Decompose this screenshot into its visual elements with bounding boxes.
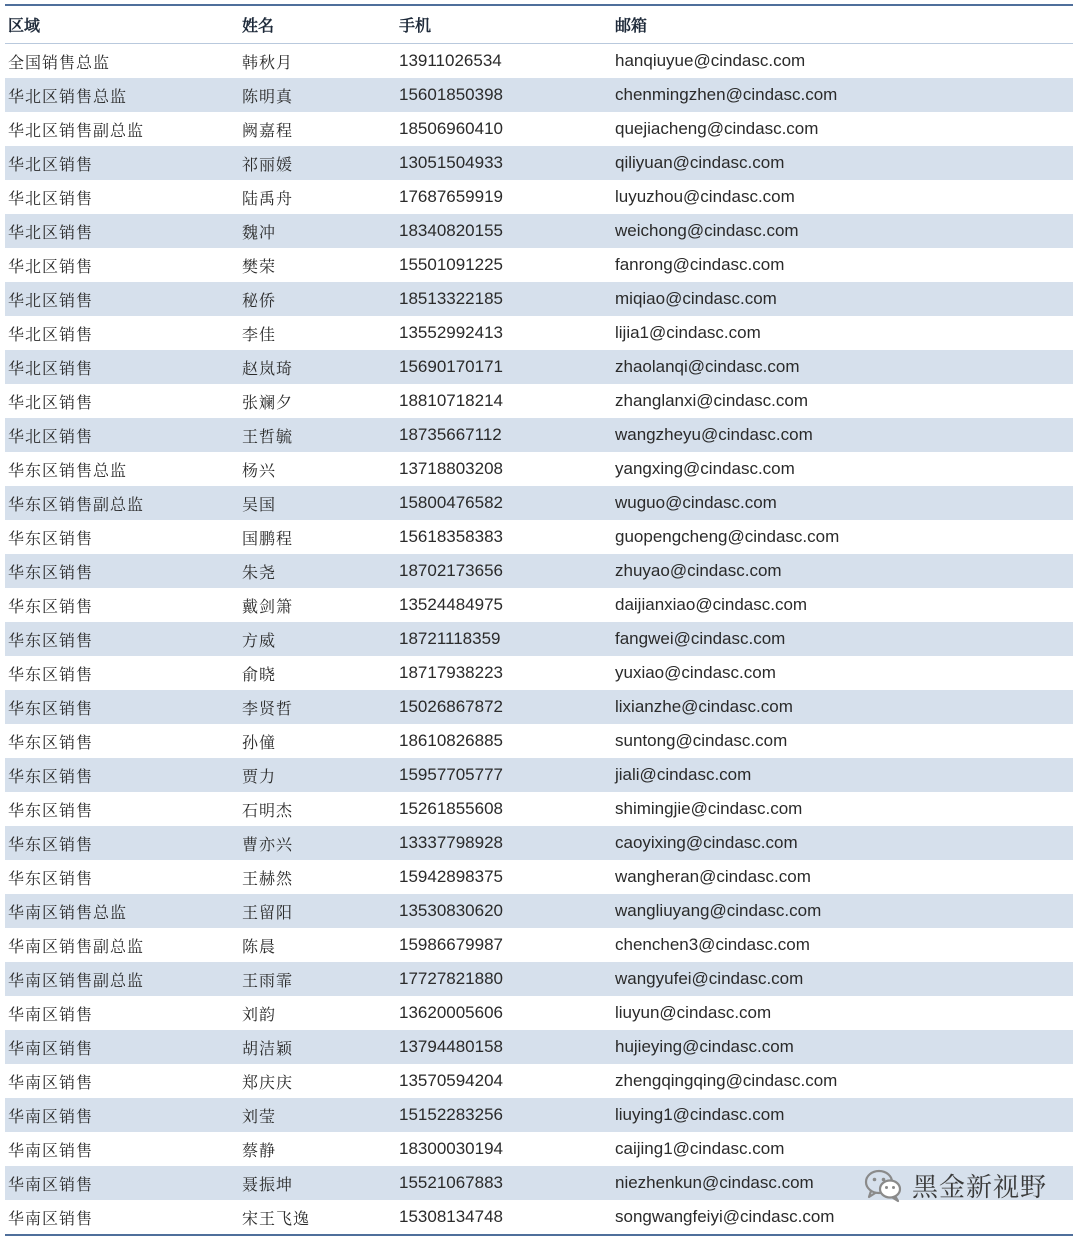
cell-phone: 13718803208 (399, 459, 504, 478)
cell-name: 聂振坤 (242, 1174, 294, 1194)
cell-email: lijia1@cindasc.com (615, 323, 761, 342)
cell-email: daijianxiao@cindasc.com (615, 595, 808, 614)
cell-phone: 15618358383 (399, 527, 504, 546)
cell-region: 华北区销售副总监 (8, 120, 145, 140)
table-row (5, 486, 1073, 520)
table-row (5, 316, 1073, 350)
cell-phone: 15601850398 (399, 85, 504, 104)
table-row (5, 452, 1073, 486)
cell-name: 祁丽媛 (242, 154, 294, 174)
contact-table (5, 4, 1073, 1236)
cell-name: 陈晨 (242, 936, 277, 956)
cell-email: hujieying@cindasc.com (615, 1037, 794, 1056)
cell-region: 华南区销售 (8, 1072, 94, 1092)
cell-region: 华东区销售 (8, 596, 94, 616)
cell-region: 全国销售总监 (8, 52, 111, 72)
cell-phone: 17727821880 (399, 969, 504, 988)
cell-email: lixianzhe@cindasc.com (615, 697, 793, 716)
cell-region: 华北区销售 (8, 154, 94, 174)
cell-region: 华东区销售 (8, 834, 94, 854)
cell-email: wuguo@cindasc.com (615, 493, 777, 512)
cell-email: caijing1@cindasc.com (615, 1139, 785, 1158)
cell-email: zhuyao@cindasc.com (615, 561, 782, 580)
cell-name: 戴剑箫 (242, 596, 294, 616)
cell-region: 华北区销售 (8, 222, 94, 242)
cell-phone: 18721118359 (399, 629, 501, 648)
cell-phone: 13524484975 (399, 595, 504, 614)
cell-name: 吴国 (242, 494, 277, 514)
cell-email: yuxiao@cindasc.com (615, 663, 776, 682)
cell-phone: 17687659919 (399, 187, 504, 206)
table-row (5, 792, 1073, 826)
cell-phone: 18513322185 (399, 289, 504, 308)
cell-region: 华北区销售 (8, 188, 94, 208)
cell-name: 刘莹 (242, 1106, 277, 1126)
cell-name: 孙僮 (242, 732, 277, 752)
cell-email: suntong@cindasc.com (615, 731, 788, 750)
cell-name: 阙嘉程 (242, 120, 294, 140)
cell-region: 华东区销售 (8, 732, 94, 752)
cell-region: 华北区销售 (8, 290, 94, 310)
cell-name: 王赫然 (242, 868, 294, 888)
cell-region: 华北区销售总监 (8, 86, 128, 106)
cell-phone: 15986679987 (399, 935, 504, 954)
cell-phone: 13570594204 (399, 1071, 504, 1090)
cell-name: 俞晓 (242, 664, 277, 684)
cell-email: wangzheyu@cindasc.com (615, 425, 813, 444)
table-row (5, 622, 1073, 656)
cell-name: 宋王飞逸 (242, 1208, 311, 1228)
table-row (5, 44, 1073, 78)
table-row (5, 690, 1073, 724)
cell-name: 朱尧 (242, 562, 277, 582)
table-row (5, 588, 1073, 622)
table-row (5, 724, 1073, 758)
cell-email: liuying1@cindasc.com (615, 1105, 785, 1124)
cell-phone: 18340820155 (399, 221, 504, 240)
cell-region: 华北区销售 (8, 426, 94, 446)
cell-name: 李贤哲 (242, 698, 294, 718)
cell-name: 胡洁颖 (242, 1038, 294, 1058)
table-row (5, 112, 1073, 146)
cell-email: guopengcheng@cindasc.com (615, 527, 840, 546)
cell-email: niezhenkun@cindasc.com (615, 1173, 814, 1192)
cell-name: 陈明真 (242, 86, 294, 106)
cell-region: 华北区销售 (8, 392, 94, 412)
cell-email: wangheran@cindasc.com (615, 867, 811, 886)
cell-name: 石明杰 (242, 800, 294, 820)
table-row (5, 1064, 1073, 1098)
cell-phone: 13552992413 (399, 323, 504, 342)
cell-phone: 15800476582 (399, 493, 504, 512)
cell-region: 华东区销售 (8, 664, 94, 684)
cell-region: 华东区销售 (8, 698, 94, 718)
cell-name: 方威 (242, 630, 277, 650)
table-row (5, 418, 1073, 452)
watermark (862, 1164, 1047, 1206)
cell-region: 华南区销售 (8, 1140, 94, 1160)
table-row (5, 1030, 1073, 1064)
table-row (5, 1132, 1073, 1166)
cell-phone: 15152283256 (399, 1105, 504, 1124)
table-row (5, 860, 1073, 894)
cell-phone: 13620005606 (399, 1003, 504, 1022)
cell-email: quejiacheng@cindasc.com (615, 119, 819, 138)
cell-name: 魏冲 (242, 222, 277, 242)
table-row (5, 656, 1073, 690)
cell-region: 华南区销售副总监 (8, 970, 145, 990)
table-header-row (5, 6, 1073, 44)
table-row (5, 1098, 1073, 1132)
cell-region: 华南区销售 (8, 1174, 94, 1194)
cell-name: 郑庆庆 (242, 1072, 294, 1092)
cell-name: 杨兴 (242, 460, 277, 480)
cell-email: zhengqingqing@cindasc.com (615, 1071, 838, 1090)
cell-email: fanrong@cindasc.com (615, 255, 785, 274)
cell-email: qiliyuan@cindasc.com (615, 153, 785, 172)
cell-name: 蔡静 (242, 1140, 277, 1160)
cell-phone: 13051504933 (399, 153, 504, 172)
cell-email: caoyixing@cindasc.com (615, 833, 798, 852)
cell-region: 华北区销售 (8, 324, 94, 344)
header-region: 区域 (8, 16, 41, 35)
cell-phone: 18300030194 (399, 1139, 504, 1158)
cell-email: shimingjie@cindasc.com (615, 799, 803, 818)
cell-phone: 15942898375 (399, 867, 504, 886)
table-row (5, 78, 1073, 112)
watermark-text: 黑金新视野 (912, 1172, 1048, 1203)
cell-email: liuyun@cindasc.com (615, 1003, 772, 1022)
cell-region: 华北区销售 (8, 358, 94, 378)
cell-phone: 15501091225 (399, 255, 504, 274)
cell-region: 华北区销售 (8, 256, 94, 276)
cell-name: 王留阳 (242, 902, 294, 922)
cell-email: songwangfeiyi@cindasc.com (615, 1207, 835, 1226)
cell-phone: 18610826885 (399, 731, 504, 750)
table-row (5, 962, 1073, 996)
header-name: 姓名 (242, 16, 275, 35)
cell-phone: 18506960410 (399, 119, 504, 138)
cell-region: 华东区销售 (8, 528, 94, 548)
cell-email: jiali@cindasc.com (615, 765, 752, 784)
cell-email: zhanglanxi@cindasc.com (615, 391, 809, 410)
cell-phone: 13911026534 (399, 51, 502, 70)
cell-phone: 18717938223 (399, 663, 504, 682)
cell-region: 华东区销售 (8, 766, 94, 786)
table-row (5, 996, 1073, 1030)
cell-phone: 13530830620 (399, 901, 504, 920)
cell-name: 张斓夕 (242, 392, 294, 412)
cell-phone: 15957705777 (399, 765, 504, 784)
table-row (5, 520, 1073, 554)
table-row (5, 826, 1073, 860)
cell-region: 华东区销售副总监 (8, 494, 145, 514)
cell-phone: 13337798928 (399, 833, 504, 852)
cell-phone: 15690170171 (399, 357, 504, 376)
cell-name: 赵岚琦 (242, 358, 294, 378)
cell-name: 刘韵 (242, 1004, 277, 1024)
cell-phone: 18810718214 (399, 391, 504, 410)
cell-region: 华南区销售 (8, 1106, 94, 1126)
cell-email: weichong@cindasc.com (615, 221, 799, 240)
cell-email: chenmingzhen@cindasc.com (615, 85, 838, 104)
wechat-icon (862, 1164, 904, 1206)
table-row (5, 350, 1073, 384)
cell-email: hanqiuyue@cindasc.com (615, 51, 806, 70)
cell-phone: 18702173656 (399, 561, 504, 580)
cell-name: 陆禹舟 (242, 188, 294, 208)
cell-region: 华南区销售 (8, 1208, 94, 1228)
cell-region: 华南区销售副总监 (8, 936, 145, 956)
cell-email: miqiao@cindasc.com (615, 289, 777, 308)
cell-email: chenchen3@cindasc.com (615, 935, 810, 954)
cell-name: 国鹏程 (242, 528, 294, 548)
cell-phone: 15261855608 (399, 799, 504, 818)
cell-phone: 15521067883 (399, 1173, 504, 1192)
table-row (5, 180, 1073, 214)
cell-region: 华南区销售 (8, 1038, 94, 1058)
cell-name: 王雨霏 (242, 970, 294, 990)
cell-email: yangxing@cindasc.com (615, 459, 795, 478)
cell-region: 华东区销售 (8, 800, 94, 820)
cell-name: 贾力 (242, 766, 277, 786)
table-row (5, 758, 1073, 792)
table-row (5, 384, 1073, 418)
cell-email: wangliuyang@cindasc.com (615, 901, 822, 920)
cell-region: 华东区销售 (8, 562, 94, 582)
cell-phone: 13794480158 (399, 1037, 504, 1056)
cell-region: 华东区销售 (8, 868, 94, 888)
header-email: 邮箱 (615, 16, 648, 35)
cell-phone: 15026867872 (399, 697, 504, 716)
table-row (5, 282, 1073, 316)
cell-phone: 18735667112 (399, 425, 502, 444)
cell-name: 李佳 (242, 324, 277, 344)
cell-name: 王哲毓 (242, 426, 294, 446)
cell-email: fangwei@cindasc.com (615, 629, 786, 648)
cell-name: 曹亦兴 (242, 834, 294, 854)
table-row (5, 894, 1073, 928)
cell-name: 樊荣 (242, 256, 277, 276)
table-row (5, 146, 1073, 180)
cell-email: luyuzhou@cindasc.com (615, 187, 795, 206)
table-row (5, 214, 1073, 248)
cell-email: zhaolanqi@cindasc.com (615, 357, 800, 376)
cell-region: 华东区销售总监 (8, 460, 128, 480)
cell-region: 华南区销售 (8, 1004, 94, 1024)
cell-name: 秘侨 (242, 290, 277, 310)
table-row (5, 248, 1073, 282)
cell-region: 华南区销售总监 (8, 902, 128, 922)
table-body (5, 44, 1073, 1234)
cell-phone: 15308134748 (399, 1207, 504, 1226)
table-row (5, 554, 1073, 588)
cell-email: wangyufei@cindasc.com (615, 969, 804, 988)
table-row (5, 928, 1073, 962)
cell-region: 华东区销售 (8, 630, 94, 650)
cell-name: 韩秋月 (242, 52, 294, 72)
header-phone: 手机 (399, 16, 432, 35)
